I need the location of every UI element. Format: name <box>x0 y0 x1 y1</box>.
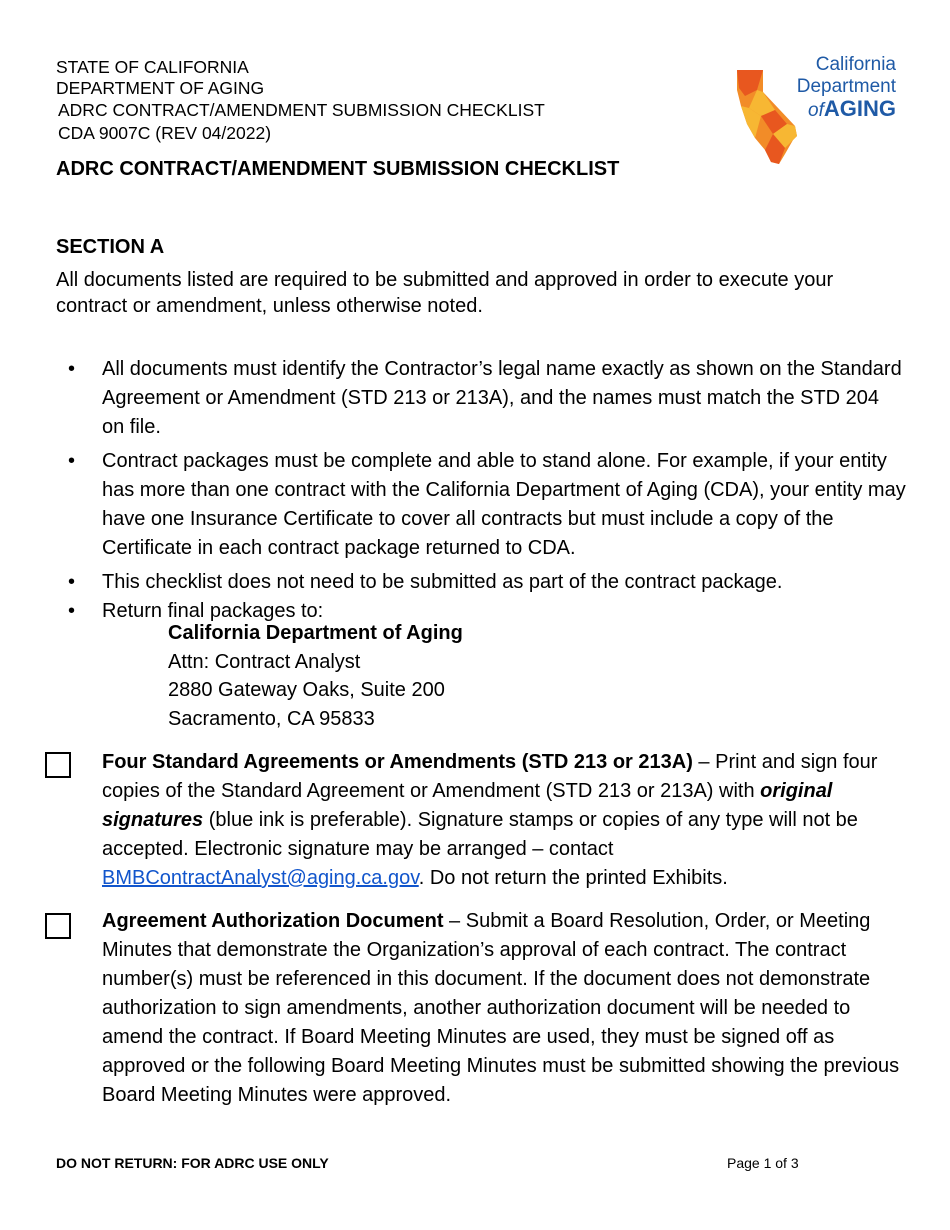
bullet-icon: • <box>68 450 76 472</box>
logo-line-department: Department <box>796 76 896 97</box>
checklist-item-standard-agreements <box>102 748 902 893</box>
bullet-icon: • <box>68 571 76 593</box>
requirements-list <box>56 355 906 631</box>
list-item-text: All documents must identify the Contractor’s legal name exactly as shown on the Standard Agreement or Amendment (STD 213 or 213A), and the names must match the STD 204 on file. <box>102 358 902 438</box>
checklist-item-title: Agreement Authorization Document <box>102 910 444 932</box>
checkbox-authorization-document[interactable] <box>45 913 71 939</box>
section-heading: SECTION A <box>56 236 165 258</box>
logo-line-aging <box>772 98 896 122</box>
checklist-item-text: – Submit a Board Resolution, Order, or Meeting Minutes that demonstrate the Organization’s approval of each contract. The contract number(s) must be referenced in this document. If the document does not demonstrate authorization to sign amendments, another authorization document will be needed to amend the contract. If Board Meeting Minutes are used, they must be signed off as approved or the following Board Meeting Minutes must be submitted showing the previous Board Meeting Minutes were approved. <box>102 910 900 1106</box>
list-item-text: This checklist does not need to be submitted as part of the contract package. <box>102 571 783 593</box>
logo-line-california: California <box>815 54 896 75</box>
address-city: Sacramento, CA 95833 <box>168 707 375 730</box>
logo-wordmark <box>772 54 896 122</box>
document-title: ADRC CONTRACT/AMENDMENT SUBMISSION CHECKLIST <box>56 158 620 180</box>
logo-of: of <box>808 100 824 121</box>
header-department: DEPARTMENT OF AGING <box>56 78 265 98</box>
list-item <box>56 568 906 597</box>
section-intro: All documents listed are required to be submitted and approved in order to execute your contract or amendment, unless otherwise noted. <box>56 269 834 317</box>
header-form-name: ADRC CONTRACT/AMENDMENT SUBMISSION CHECKLIST <box>58 100 545 120</box>
checklist-item-text: – Print and sign four copies of the Standard Agreement or Amendment (STD 213 or 213A) with <box>102 751 878 802</box>
footer-notice: DO NOT RETURN: FOR ADRC USE ONLY <box>56 1155 329 1171</box>
cda-logo <box>735 54 900 156</box>
address-street: 2880 Gateway Oaks, Suite 200 <box>168 679 445 701</box>
return-address <box>168 619 463 733</box>
checklist-item-text: . Do not return the printed Exhibits. <box>418 867 728 889</box>
list-item-text: Contract packages must be complete and able to stand alone. For example, if your entity has more than one contract with the California Department of Aging (CDA), your entity may have one Insurance Certificate to cover all contracts but must include a copy of the Certificate in each contract package returned to CDA. <box>102 450 906 559</box>
address-attn: Attn: Contract Analyst <box>168 650 361 673</box>
checkbox-standard-agreements[interactable] <box>45 752 71 778</box>
checklist-item-text: (blue ink is preferable). Signature stamps or copies of any type will not be accepted. Electronic signature may be arranged – contact <box>102 809 858 860</box>
page-number: Page 1 of 3 <box>727 1155 799 1171</box>
list-item <box>56 355 906 442</box>
list-item-text: Return final packages to: <box>102 600 324 622</box>
list-item <box>56 447 906 563</box>
bullet-icon: • <box>68 358 76 380</box>
checklist-item-title: Four Standard Agreements or Amendments (STD 213 or 213A) <box>102 751 693 773</box>
logo-aging: AGING <box>823 96 896 121</box>
address-org: California Department of Aging <box>168 622 463 644</box>
header-state: STATE OF CALIFORNIA <box>56 57 249 77</box>
checklist-item-authorization-document <box>102 907 902 1110</box>
bullet-icon: • <box>68 600 76 622</box>
checklist-item-emphasis: original signatures <box>102 780 833 831</box>
contract-analyst-email-link[interactable]: BMBContractAnalyst@aging.ca.gov <box>102 867 419 889</box>
header-form-number: CDA 9007C (REV 04/2022) <box>58 123 272 143</box>
